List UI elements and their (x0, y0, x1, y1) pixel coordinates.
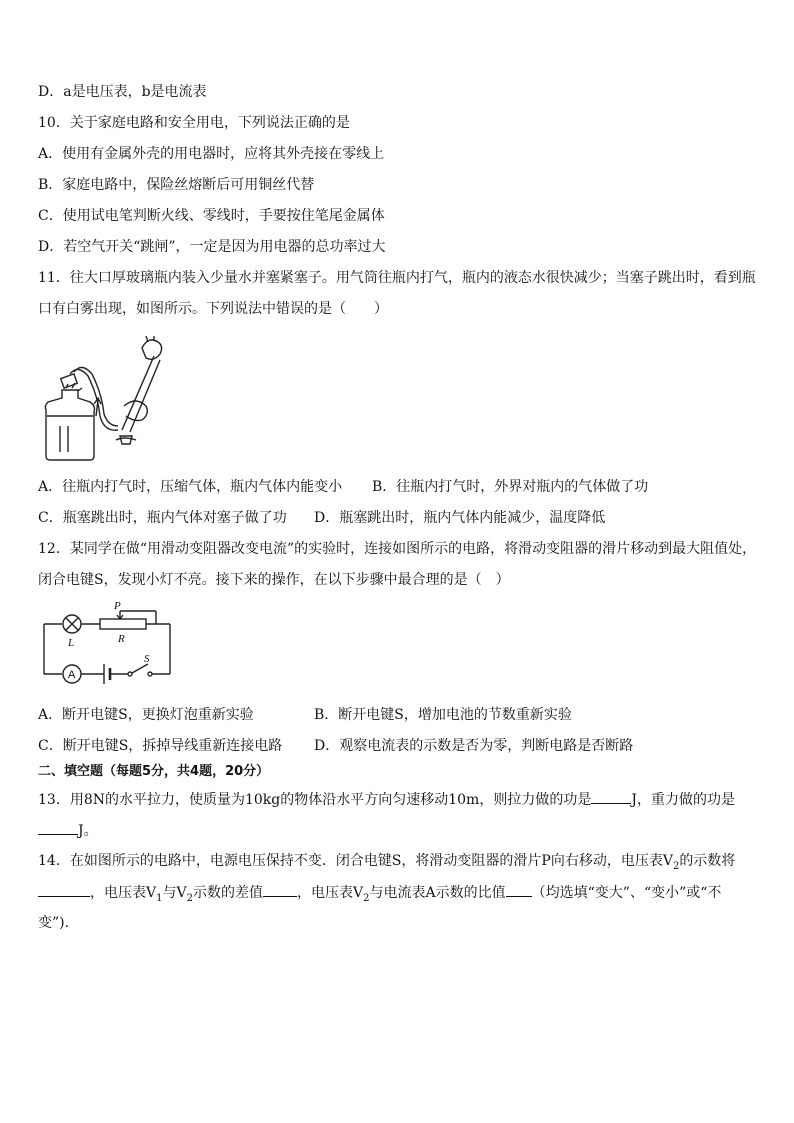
q12-option-a: A．断开电键S，更换灯泡重新实验 (38, 707, 254, 723)
lamp-label: L (68, 637, 75, 649)
q14-text-2: 的示数将 (679, 853, 736, 869)
q13-text-1: 13．用8N的水平拉力，使质量为10kg的物体沿水平方向匀速移动10m，则拉力做的功是 (38, 792, 592, 808)
q14-text-8: （均选填“变大”、“变小”或“不 (531, 885, 722, 901)
q14-sub-v1: 1 (156, 892, 163, 904)
q13-line1 (38, 789, 735, 810)
q10-option-d: D．若空气开关“跳闸”，一定是因为用电器的总功率过大 (38, 239, 386, 255)
q14-blank-3[interactable] (506, 882, 532, 897)
q14-line3: 变”)． (38, 915, 79, 931)
q11-option-d: D．瓶塞跳出时，瓶内气体内能减少，温度降低 (314, 510, 606, 526)
q12-circuit-figure (38, 600, 178, 692)
q14-line1 (38, 851, 735, 877)
q14-line2 (38, 882, 721, 909)
section-title-fill-in: 二、填空题（每题5分，共4题，20分） (38, 764, 270, 779)
q11-stem-line1: 11．往大口厚玻璃瓶内装入少量水并塞紧塞子。用气筒往瓶内打气，瓶内的液态水很快减少；当塞子跳出时，看到瓶 (38, 270, 756, 286)
slider-label: P (114, 600, 121, 612)
q12-stem-line1: 12．某同学在做“用滑动变阻器改变电流”的实验时，连接如图所示的电路，将滑动变阻器的滑片移动到最大阻值处， (38, 541, 757, 557)
q14-sub-v2c: 2 (363, 892, 370, 904)
q10-option-b: B．家庭电路中，保险丝熔断后可用铜丝代替 (38, 177, 315, 193)
q14-sub-v2a: 2 (672, 860, 680, 872)
q13-text-2: J，重力做的功是 (631, 792, 735, 808)
rheostat-label: R (118, 633, 125, 645)
q12-stem-line2: 闭合电键S，发现小灯不亮。接下来的操作，在以下步骤中最合理的是（ ） (38, 572, 510, 588)
q13-blank-1[interactable] (591, 789, 631, 804)
q13-blank-2[interactable] (38, 820, 78, 835)
q14-text-3: ，电压表V (90, 885, 157, 901)
q12-option-b: B．断开电键S，增加电池的节数重新实验 (314, 707, 572, 723)
q10-option-c: C．使用试电笔判断火线、零线时，手要按住笔尾金属体 (38, 208, 385, 224)
q14-blank-1[interactable] (38, 882, 90, 897)
q11-stem-line2: 口有白雾出现，如图所示。下列说法中错误的是（ ） (38, 301, 388, 317)
ammeter-label: A (68, 669, 76, 681)
q10-option-a: A．使用有金属外壳的用电器时，应将其外壳接在零线上 (38, 146, 385, 162)
q12-option-d: D．观察电流表的示数是否为零，判断电路是否断路 (314, 738, 634, 754)
q13-text-3: J。 (78, 823, 98, 839)
q14-sub-v2b: 2 (186, 892, 193, 904)
q11-option-a: A．往瓶内打气时，压缩气体，瓶内气体内能变小 (38, 479, 343, 495)
q14-text-7: 与电流表A示数的比值 (369, 885, 506, 901)
q11-bottle-pump-figure (38, 336, 168, 464)
q14-text-5: 示数的差值 (193, 885, 263, 901)
q10-stem: 10．关于家庭电路和安全用电，下列说法正确的是 (38, 115, 350, 131)
q14-text-4: 与V (162, 885, 187, 901)
q11-option-b: B．往瓶内打气时，外界对瓶内的气体做了功 (372, 479, 649, 495)
q12-option-c: C．断开电键S，拆掉导线重新连接电路 (38, 738, 283, 754)
q14-text-6: ，电压表V (297, 885, 364, 901)
switch-label: S (144, 653, 150, 665)
q14-text-1: 14．在如图所示的电路中，电源电压保持不变．闭合电键S，将滑动变阻器的滑片P向右移动，电压表V (38, 853, 673, 869)
q13-line2 (38, 820, 98, 841)
q14-blank-2[interactable] (263, 882, 297, 897)
q9-option-d: D．a是电压表，b是电流表 (38, 84, 207, 100)
q11-option-c: C．瓶塞跳出时，瓶内气体对塞子做了功 (38, 510, 287, 526)
